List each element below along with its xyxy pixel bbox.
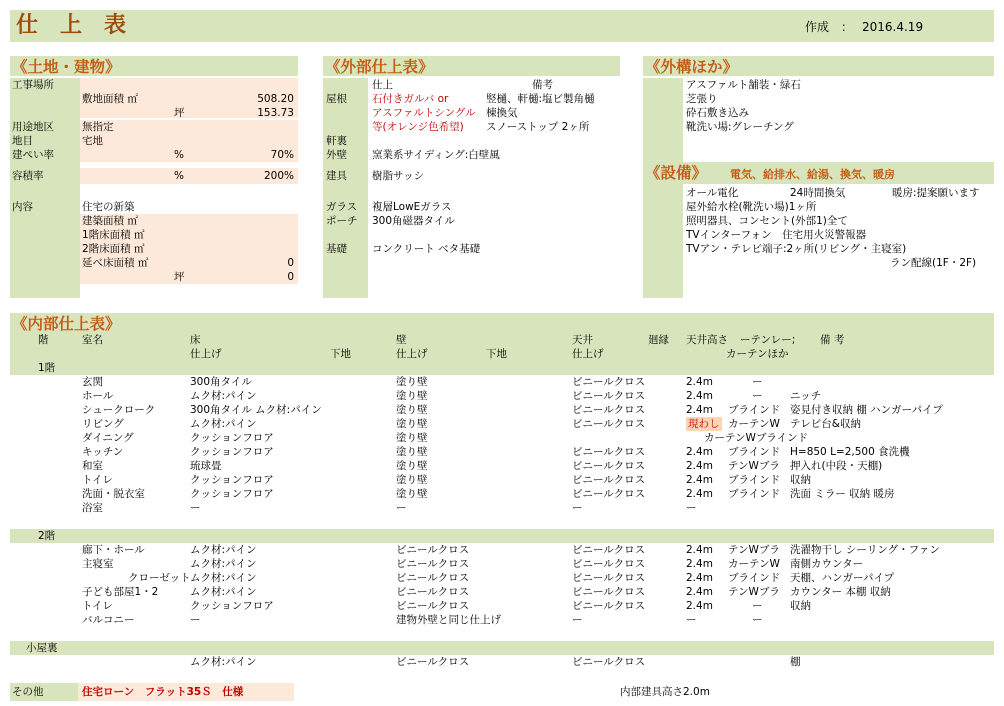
f2-row-6-room: バルコニー xyxy=(82,614,135,626)
f1-row-2-cur: ー xyxy=(752,390,763,402)
f2-row-3-wall: ビニールクロス xyxy=(396,572,470,584)
ih-height: 天井高さ xyxy=(686,334,728,346)
site-label: 工事場所 xyxy=(12,79,54,91)
f1-row-8-wall: 塗り壁 xyxy=(396,474,428,486)
coverage-value: 70% xyxy=(270,149,294,161)
ih-level: 階 xyxy=(38,334,49,346)
site-tsubo-value: 153.73 xyxy=(257,107,294,119)
outdoor-item-4: 靴洗い場:グレーチング xyxy=(686,121,794,133)
far-pct: % xyxy=(174,170,184,182)
ih-baseboard: 廻縁 xyxy=(648,334,669,346)
ih-wall-base: 下地 xyxy=(486,348,507,360)
f1-band xyxy=(10,361,994,375)
f1-row-6-ceil: ビニールクロス xyxy=(572,446,646,458)
equipment-header: 《設備》 xyxy=(645,164,708,182)
f1-row-3-ceil: ビニールクロス xyxy=(572,404,646,416)
f2-row-1-ceil: ビニールクロス xyxy=(572,544,646,556)
ih-wall: 壁 xyxy=(396,334,407,346)
created-label: 作成 ： xyxy=(805,20,854,34)
f2-row-3-cur: ブラインド xyxy=(728,572,781,584)
outdoor-item-3: 砕石敷き込み xyxy=(686,107,749,119)
f1-row-7-wall: 塗り壁 xyxy=(396,460,428,472)
f2-row-4-notes: カウンター 本棚 収納 xyxy=(790,586,891,598)
ih-room: 室名 xyxy=(82,334,103,346)
f1-row-9-notes: 洗面 ミラー 収納 暖房 xyxy=(790,488,895,500)
total-floor-value: 0 xyxy=(287,257,294,269)
outdoor-item-1: アスファルト舗装・緑石 xyxy=(686,79,801,91)
f1-row-7-cur: テンWブラ xyxy=(728,460,780,472)
f1-row-2-h: 2.4m xyxy=(686,390,713,402)
other-value: 住宅ローン フラット35Ｓ 仕様 xyxy=(82,686,244,698)
far-label: 容積率 xyxy=(12,170,44,182)
roof-note-2: 棟換気 xyxy=(486,107,518,119)
f1-row-9-cur: ブラインド xyxy=(728,488,781,500)
fittings-label: 建具 xyxy=(326,170,347,182)
f2-row-3-ceil: ビニールクロス xyxy=(572,572,646,584)
f1-row-10-wall: ー xyxy=(396,502,407,514)
f1-row-8-room: トイレ xyxy=(82,474,113,486)
f1-row-7-notes: 押入れ(中段・天棚) xyxy=(790,460,883,472)
roof-line-2: アスファルトシングル xyxy=(372,107,476,119)
equip-row4: TVインターフォン 住宅用火災警報器 xyxy=(686,229,867,241)
f2-row-4-room: 子ども部屋1・2 xyxy=(82,586,159,598)
ih-ceil-finish: 仕上げ xyxy=(572,348,604,360)
fitting-height: 内部建具高さ2.0m xyxy=(620,686,710,698)
roof-note-1: 竪樋、軒樋:塩ビ製角樋 xyxy=(486,93,595,105)
f2-row-5-ceil: ビニールクロス xyxy=(572,600,646,612)
f2-row-2-cur: カーテンW xyxy=(728,558,780,570)
f2-row-1-wall: ビニールクロス xyxy=(396,544,470,556)
roof-line-1: 石付きガルバ or xyxy=(372,93,449,105)
interior-header: 《内部仕上表》 xyxy=(12,315,121,333)
equip-row3: 照明器具、コンセント(外部1)全て xyxy=(686,215,848,227)
roof-note-3: スノーストップ 2ヶ所 xyxy=(486,121,590,133)
outdoor-item-2: 芝張り xyxy=(686,93,718,105)
f2-row-4-h: 2.4m xyxy=(686,586,713,598)
f1-row-5-room: ダイニング xyxy=(82,432,134,444)
f2-row-2-wall: ビニールクロス xyxy=(396,558,470,570)
f2-row-4-cur: テンWブラ xyxy=(728,586,780,598)
f2-area: 2階床面積 ㎡ xyxy=(82,243,145,255)
f1-row-7-room: 和室 xyxy=(82,460,103,472)
attic-label: 小屋裏 xyxy=(26,642,58,654)
wall-label: 外壁 xyxy=(326,149,347,161)
site-area-label: 敷地面積 ㎡ xyxy=(82,93,138,105)
fittings-value: 樹脂サッシ xyxy=(372,170,425,182)
f1-row-7-ceil: ビニールクロス xyxy=(572,460,646,472)
f1-row-1-ceil: ビニールクロス xyxy=(572,376,646,388)
other-label: その他 xyxy=(12,686,44,698)
f1-label: 1階 xyxy=(38,362,56,374)
coverage-label: 建ぺい率 xyxy=(12,149,54,161)
content-value: 住宅の新築 xyxy=(82,201,135,213)
outdoor-header: 《外構ほか》 xyxy=(645,58,739,76)
total-tsubo-label: 坪 xyxy=(174,271,185,283)
porch-value: 300角磁器タイル xyxy=(372,215,455,227)
f1-row-2-wall: 塗り壁 xyxy=(396,390,428,402)
tsubo-label: 坪 xyxy=(174,107,185,119)
f2-row-6-h: ー xyxy=(686,614,697,626)
equip-row1-c: 暖房:提案願います xyxy=(892,187,980,199)
f1-row-4-cur: カーテンW xyxy=(728,418,780,430)
f2-row-1-h: 2.4m xyxy=(686,544,713,556)
f1-row-9-room: 洗面・脱衣室 xyxy=(82,488,145,500)
ext-col-notes: 備考 xyxy=(532,79,553,91)
f1-row-3-cur: ブラインド xyxy=(728,404,781,416)
f1-area: 1階床面積 ㎡ xyxy=(82,229,145,241)
outdoor-label-column xyxy=(643,78,683,298)
f1-row-6-h: 2.4m xyxy=(686,446,713,458)
f1-row-6-notes: H=850 L=2,500 食洗機 xyxy=(790,446,910,458)
f1-row-9-floor: クッションフロア xyxy=(190,488,274,500)
f2-row-1-notes: 洗濯物干し シーリング・ファン xyxy=(790,544,940,556)
f1-row-4-wall: 塗り壁 xyxy=(396,418,428,430)
land-header: 《土地・建物》 xyxy=(12,58,121,76)
f2-row-4-wall: ビニールクロス xyxy=(396,586,470,598)
content-label: 内容 xyxy=(12,201,33,213)
f1-row-5-floor: クッションフロア xyxy=(190,432,274,444)
f1-row-9-ceil: ビニールクロス xyxy=(572,488,646,500)
f2-row-2-h: 2.4m xyxy=(686,558,713,570)
zoning-label: 用途地区 xyxy=(12,121,54,133)
equip-row1-b: 24時間換気 xyxy=(790,187,846,199)
total-floor: 延べ床面積 ㎡ xyxy=(82,257,149,269)
f1-row-4-room: リビング xyxy=(82,418,124,430)
f1-row-5-cur: カーテンWブラインド xyxy=(704,432,809,444)
f1-row-4-floor: ムク材:パイン xyxy=(190,418,257,430)
f2-row-5-wall: ビニールクロス xyxy=(396,600,470,612)
f2-row-2-room: 主寝室 xyxy=(82,558,114,570)
ih-floor: 床 xyxy=(190,334,201,346)
ih-curtain2: カーテンほか xyxy=(726,348,789,360)
f1-row-6-room: キッチン xyxy=(82,446,124,458)
f1-row-8-cur: ブラインド xyxy=(728,474,781,486)
created-date: 2016.4.19 xyxy=(862,20,924,34)
f2-row-2-notes: 南側カウンター xyxy=(790,558,864,570)
ih-floor-finish: 仕上げ xyxy=(190,348,222,360)
exterior-header: 《外部仕上表》 xyxy=(325,58,434,76)
interior-header-bar xyxy=(10,313,994,333)
porch-label: ポーチ xyxy=(326,215,358,227)
f2-band xyxy=(10,529,994,543)
f2-row-5-notes: 収納 xyxy=(790,600,811,612)
f2-row-5-floor: クッションフロア xyxy=(190,600,274,612)
roof-line-3: 等(オレンジ色希望) xyxy=(372,121,464,133)
f2-row-1-room: 廊下・ホール xyxy=(82,544,145,556)
f2-row-6-ceil: ー xyxy=(572,614,583,626)
f1-row-1-floor: 300角タイル xyxy=(190,376,252,388)
f1-row-4-ceil: ビニールクロス xyxy=(572,418,646,430)
equip-lan: ラン配線(1F・2F) xyxy=(890,257,977,269)
f1-row-1-h: 2.4m xyxy=(686,376,713,388)
f1-row-2-ceil: ビニールクロス xyxy=(572,390,646,402)
f1-row-8-h: 2.4m xyxy=(686,474,713,486)
landcat-value: 宅地 xyxy=(82,135,103,147)
f2-row-5-h: 2.4m xyxy=(686,600,713,612)
attic-band xyxy=(10,641,994,655)
ih-ceiling: 天井 xyxy=(572,334,593,346)
f1-row-10-h: ー xyxy=(686,502,697,514)
f2-row-2-floor: ムク材:パイン xyxy=(190,558,257,570)
f2-row-1-floor: ムク材:パイン xyxy=(190,544,257,556)
coverage-pct: % xyxy=(174,149,184,161)
f1-row-9-wall: 塗り壁 xyxy=(396,488,428,500)
ih-floor-base: 下地 xyxy=(330,348,351,360)
ih-curtain: ーテンレー; xyxy=(740,334,796,346)
f1-row-4-notes: テレビ台&収納 xyxy=(790,418,861,430)
glass-value: 複層LowEガラス xyxy=(372,201,452,213)
attic-ceiling: ビニールクロス xyxy=(572,656,646,668)
f2-row-2-ceil: ビニールクロス xyxy=(572,558,646,570)
f2-row-3-floor: ムク材:パイン xyxy=(190,572,257,584)
f2-row-3-h: 2.4m xyxy=(686,572,713,584)
building-area: 建築面積 ㎡ xyxy=(82,215,138,227)
ih-notes: 備 考 xyxy=(820,334,845,346)
f1-row-4-h: 現わし xyxy=(688,418,720,430)
total-tsubo-value: 0 xyxy=(287,271,294,283)
f2-row-3-notes: 天棚、ハンガーパイプ xyxy=(790,572,895,584)
f1-row-1-cur: ー xyxy=(752,376,763,388)
page-title: 仕 上 表 xyxy=(16,13,127,38)
f2-row-4-ceil: ビニールクロス xyxy=(572,586,646,598)
f1-row-5-wall: 塗り壁 xyxy=(396,432,428,444)
attic-wall: ビニールクロス xyxy=(396,656,470,668)
f1-row-1-wall: 塗り壁 xyxy=(396,376,428,388)
foundation-value: コンクリート ベタ基礎 xyxy=(372,243,481,255)
equip-row5: TVアン・テレビ端子:2ヶ所(リビング・主寝室) xyxy=(686,243,907,255)
f1-row-7-floor: 琉球畳 xyxy=(190,460,222,472)
equip-row2: 屋外給水栓(靴洗い場)1ヶ所 xyxy=(686,201,817,213)
f1-row-3-room: シュークローク xyxy=(82,404,156,416)
f2-row-3-room: クローゼット xyxy=(128,572,191,584)
f2-label: 2階 xyxy=(38,530,56,542)
roof-label: 屋根 xyxy=(326,93,347,105)
f1-row-10-floor: ー xyxy=(190,502,201,514)
attic-notes: 棚 xyxy=(790,656,801,668)
glass-label: ガラス xyxy=(326,201,358,213)
f1-row-10-room: 浴室 xyxy=(82,502,103,514)
exterior-label-column xyxy=(323,78,368,298)
wall-value: 窯業系サイディング:白壁風 xyxy=(372,149,500,161)
f1-row-3-notes: 姿見付き収納 棚 ハンガーパイプ xyxy=(790,404,943,416)
f2-row-6-wall: 建物外壁と同じ仕上げ xyxy=(396,614,501,626)
f1-row-6-floor: クッションフロア xyxy=(190,446,274,458)
ext-col-finish: 仕上 xyxy=(372,79,393,91)
zoning-value: 無指定 xyxy=(82,121,114,133)
f1-row-8-ceil: ビニールクロス xyxy=(572,474,646,486)
f1-row-6-wall: 塗り壁 xyxy=(396,446,428,458)
f2-row-5-room: トイレ xyxy=(82,600,113,612)
eaves-label: 軒裏 xyxy=(326,135,347,147)
f2-row-1-cur: テンWブラ xyxy=(728,544,780,556)
f1-row-8-floor: クッションフロア xyxy=(190,474,274,486)
land-label-column xyxy=(10,78,80,298)
f1-row-6-cur: ブラインド xyxy=(728,446,781,458)
f2-row-4-floor: ムク材:パイン xyxy=(190,586,257,598)
f1-row-3-floor: 300角タイル ムク材:パイン xyxy=(190,404,322,416)
f2-row-6-floor: ー xyxy=(190,614,201,626)
f1-row-2-floor: ムク材:パイン xyxy=(190,390,257,402)
landcat-label: 地目 xyxy=(12,135,33,147)
equip-row1-a: オール電化 xyxy=(686,187,739,199)
f1-row-7-h: 2.4m xyxy=(686,460,713,472)
f1-row-3-h: 2.4m xyxy=(686,404,713,416)
f1-row-2-notes: ニッチ xyxy=(790,390,822,402)
attic-floor: ムク材:パイン xyxy=(190,656,257,668)
f1-row-10-ceil: ー xyxy=(572,502,583,514)
f1-row-8-notes: 収納 xyxy=(790,474,811,486)
f1-row-2-room: ホール xyxy=(82,390,114,402)
equipment-subheader: 電気、給排水、給湯、換気、暖房 xyxy=(730,168,895,181)
ih-wall-finish: 仕上げ xyxy=(396,348,428,360)
site-area-value: 508.20 xyxy=(257,93,294,105)
f1-row-9-h: 2.4m xyxy=(686,488,713,500)
foundation-label: 基礎 xyxy=(326,243,347,255)
f1-row-1-room: 玄関 xyxy=(82,376,103,388)
f1-row-3-wall: 塗り壁 xyxy=(396,404,428,416)
far-value: 200% xyxy=(263,170,294,182)
f2-row-5-cur: ー xyxy=(752,600,763,612)
f2-row-6-cur: ー xyxy=(752,614,763,626)
